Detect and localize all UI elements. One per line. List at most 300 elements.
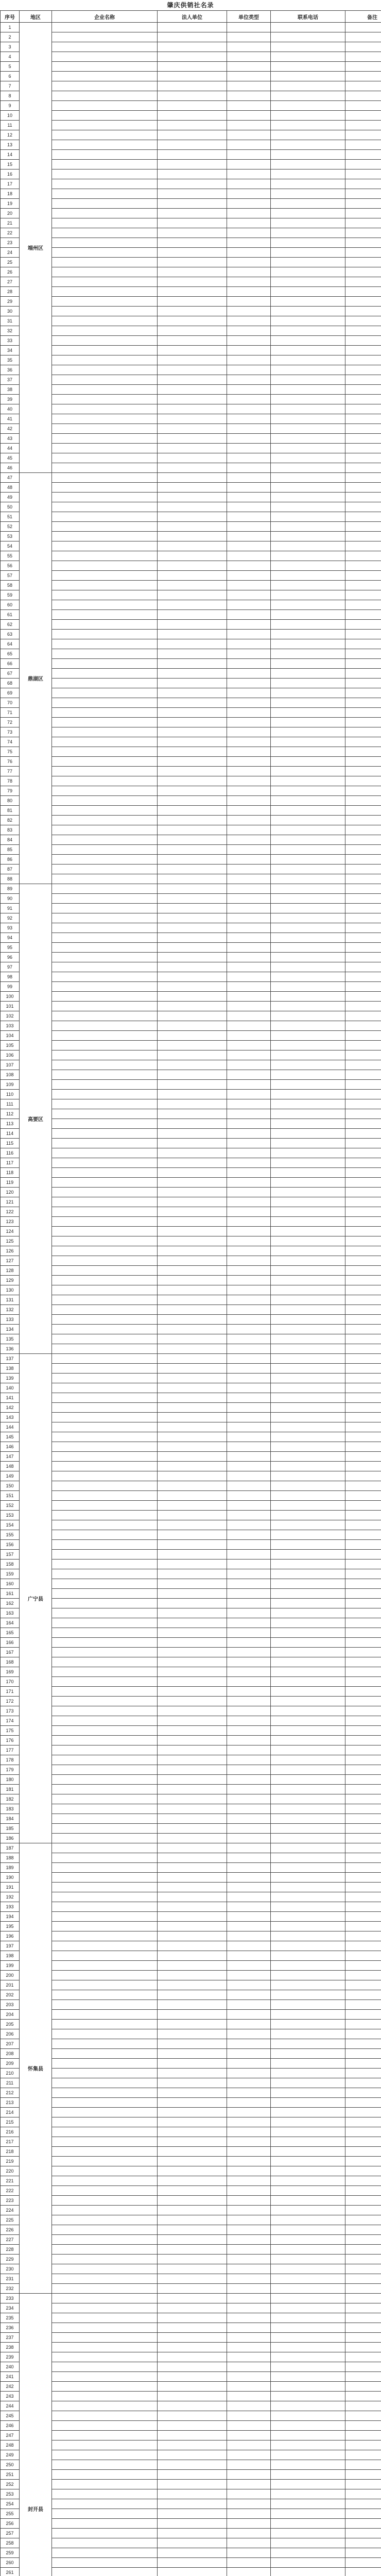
company-cell [52,679,158,688]
company-cell [52,610,158,620]
type-cell [227,1755,271,1765]
legal-unit-cell [158,1276,227,1285]
note-cell [345,2411,381,2421]
phone-cell [271,835,345,845]
legal-unit-cell [158,2382,227,2392]
row-index: 19 [1,199,20,209]
type-cell [227,2078,271,2088]
phone-cell [271,1608,345,1618]
row-index: 160 [1,1579,20,1589]
company-cell [52,1471,158,1481]
company-cell [52,2255,158,2264]
row-index: 95 [1,943,20,953]
legal-unit-cell [158,1354,227,1364]
phone-cell [271,884,345,894]
type-cell [227,2206,271,2215]
row-index: 1 [1,23,20,32]
type-cell [227,2127,271,2137]
row-index: 49 [1,493,20,502]
note-cell [345,776,381,786]
table-row [1,2558,381,2568]
legal-unit-cell [158,1197,227,1207]
legal-unit-cell [158,581,227,590]
legal-unit-cell [158,845,227,855]
note-cell [345,1041,381,1050]
company-cell [52,532,158,541]
table-row [1,1462,381,1471]
row-index: 68 [1,679,20,688]
note-cell [345,1697,381,1706]
company-cell [52,600,158,610]
table-row [1,1873,381,1883]
phone-cell [271,610,345,620]
company-cell [52,2568,158,2576]
phone-cell [271,1912,345,1922]
type-cell [227,1080,271,1090]
type-cell [227,1892,271,1902]
company-cell [52,541,158,551]
phone-cell [271,1364,345,1374]
company-cell [52,1432,158,1442]
type-cell [227,2538,271,2548]
phone-cell [271,2411,345,2421]
company-cell [52,2489,158,2499]
legal-unit-cell [158,1471,227,1481]
legal-unit-cell [158,835,227,845]
type-cell [227,786,271,796]
company-cell [52,336,158,346]
company-cell [52,189,158,199]
phone-cell [271,1599,345,1608]
legal-unit-cell [158,483,227,493]
note-cell [345,2372,381,2382]
row-index: 230 [1,2264,20,2274]
note-cell [345,1266,381,1276]
type-cell [227,160,271,170]
note-cell [345,835,381,845]
note-cell [345,414,381,424]
table-row [1,1383,381,1393]
company-cell [52,865,158,874]
row-index: 153 [1,1511,20,1520]
row-index: 193 [1,1902,20,1912]
table-row [1,2333,381,2343]
note-cell [345,1706,381,1716]
row-index: 57 [1,571,20,581]
type-cell [227,2010,271,2020]
company-cell [52,1462,158,1471]
row-index: 186 [1,1834,20,1843]
table-row [1,865,381,874]
type-cell [227,1099,271,1109]
legal-unit-cell [158,336,227,346]
row-index: 24 [1,248,20,258]
type-cell [227,1217,271,1227]
company-cell [52,835,158,845]
table-row [1,365,381,375]
note-cell [345,140,381,150]
phone-cell [271,2225,345,2235]
row-index: 249 [1,2450,20,2460]
company-cell [52,238,158,248]
legal-unit-cell [158,1305,227,1315]
phone-cell [271,1080,345,1090]
company-cell [52,1638,158,1648]
phone-cell [271,2147,345,2157]
legal-unit-cell [158,1726,227,1736]
table-row [1,1540,381,1550]
row-index: 80 [1,796,20,806]
type-cell [227,385,271,395]
row-index: 218 [1,2147,20,2157]
phone-cell [271,2108,345,2117]
phone-cell [271,708,345,718]
phone-cell [271,62,345,72]
phone-cell [271,1374,345,1383]
row-index: 212 [1,2088,20,2098]
row-index: 92 [1,913,20,923]
phone-cell [271,688,345,698]
table-row [1,121,381,130]
table-row [1,1677,381,1687]
note-cell [345,2460,381,2470]
type-cell [227,1031,271,1041]
row-index: 211 [1,2078,20,2088]
note-cell [345,1853,381,1863]
row-index: 164 [1,1618,20,1628]
row-index: 97 [1,962,20,972]
phone-cell [271,179,345,189]
company-cell [52,267,158,277]
legal-unit-cell [158,1511,227,1520]
note-cell [345,1168,381,1178]
type-cell [227,2069,271,2078]
legal-unit-cell [158,913,227,923]
table-row [1,1011,381,1021]
row-index: 255 [1,2509,20,2519]
phone-cell [271,2480,345,2489]
phone-cell [271,2343,345,2352]
row-index: 133 [1,1315,20,1325]
type-cell [227,91,271,101]
phone-cell [271,2529,345,2538]
row-index: 38 [1,385,20,395]
company-cell [52,747,158,757]
phone-cell [271,2313,345,2323]
type-cell [227,52,271,62]
row-index: 102 [1,1011,20,1021]
note-cell [345,1794,381,1804]
row-index: 196 [1,1931,20,1941]
row-index: 9 [1,101,20,111]
table-row [1,248,381,258]
type-cell [227,199,271,209]
company-cell [52,522,158,532]
legal-unit-cell [158,1060,227,1070]
col-header-phone: 联系电话 [271,11,345,23]
phone-cell [271,1129,345,1139]
row-index: 111 [1,1099,20,1109]
company-cell [52,2157,158,2166]
table-row [1,2108,381,2117]
row-index: 238 [1,2343,20,2352]
legal-unit-cell [158,1481,227,1491]
phone-cell [271,483,345,493]
table-row [1,2460,381,2470]
note-cell [345,1197,381,1207]
note-cell [345,444,381,453]
type-cell [227,962,271,972]
row-index: 18 [1,189,20,199]
type-cell [227,2000,271,2010]
type-cell [227,434,271,444]
legal-unit-cell [158,1931,227,1941]
note-cell [345,1755,381,1765]
type-cell [227,2401,271,2411]
type-cell [227,1511,271,1520]
phone-cell [271,2372,345,2382]
company-cell [52,2225,158,2235]
phone-cell [271,972,345,982]
company-cell [52,1354,158,1364]
company-cell [52,228,158,238]
table-row [1,316,381,326]
company-cell [52,287,158,297]
note-cell [345,1148,381,1158]
note-cell [345,894,381,904]
type-cell [227,179,271,189]
legal-unit-cell [158,463,227,473]
note-cell [345,2538,381,2548]
phone-cell [271,2206,345,2215]
row-index: 93 [1,923,20,933]
type-cell [227,1550,271,1560]
table-row [1,199,381,209]
company-cell [52,1119,158,1129]
legal-unit-cell [158,2255,227,2264]
note-cell [345,1325,381,1334]
row-index: 101 [1,1002,20,1011]
note-cell [345,277,381,287]
note-cell [345,1863,381,1873]
company-cell [52,1706,158,1716]
note-cell [345,326,381,336]
row-index: 104 [1,1031,20,1041]
legal-unit-cell [158,2392,227,2401]
company-cell [52,1501,158,1511]
note-cell [345,1031,381,1041]
table-row [1,2489,381,2499]
phone-cell [271,404,345,414]
company-cell [52,2372,158,2382]
company-cell [52,649,158,659]
phone-cell [271,816,345,825]
type-cell [227,2186,271,2196]
table-row [1,1706,381,1716]
company-cell [52,1697,158,1706]
row-index: 91 [1,904,20,913]
company-cell [52,1608,158,1618]
table-row [1,277,381,287]
table-row [1,2352,381,2362]
type-cell [227,747,271,757]
phone-cell [271,1804,345,1814]
type-cell [227,2166,271,2176]
note-cell [345,1246,381,1256]
legal-unit-cell [158,522,227,532]
company-cell [52,1276,158,1285]
row-index: 87 [1,865,20,874]
row-index: 50 [1,502,20,512]
note-cell [345,669,381,679]
table-row [1,355,381,365]
note-cell [345,23,381,32]
note-cell [345,1285,381,1295]
company-cell [52,2401,158,2411]
type-cell [227,1638,271,1648]
table-row [1,404,381,414]
phone-cell [271,679,345,688]
row-index: 197 [1,1941,20,1951]
row-index: 163 [1,1608,20,1618]
type-cell [227,2147,271,2157]
company-cell [52,1853,158,1863]
table-row [1,218,381,228]
type-cell [227,1471,271,1481]
row-index: 239 [1,2352,20,2362]
type-cell [227,1794,271,1804]
type-cell [227,62,271,72]
type-cell [227,1569,271,1579]
legal-unit-cell [158,923,227,933]
phone-cell [271,1432,345,1442]
company-cell [52,2117,158,2127]
type-cell [227,2372,271,2382]
table-row [1,1148,381,1158]
row-index: 148 [1,1462,20,1471]
phone-cell [271,1736,345,1745]
note-cell [345,2264,381,2274]
row-index: 137 [1,1354,20,1364]
legal-unit-cell [158,639,227,649]
phone-cell [271,2470,345,2480]
table-row [1,600,381,610]
row-index: 108 [1,1070,20,1080]
note-cell [345,2255,381,2264]
col-header-note: 备注 [345,11,381,23]
table-row [1,1755,381,1765]
note-cell [345,1980,381,1990]
legal-unit-cell [158,346,227,355]
table-row [1,1618,381,1628]
col-header-index: 序号 [1,11,20,23]
type-cell [227,228,271,238]
note-cell [345,1354,381,1364]
phone-cell [271,1716,345,1726]
company-cell [52,2392,158,2401]
note-cell [345,1648,381,1657]
type-cell [227,1530,271,1540]
company-cell [52,796,158,806]
phone-cell [271,669,345,679]
note-cell [345,1961,381,1971]
legal-unit-cell [158,238,227,248]
legal-unit-cell [158,620,227,630]
type-cell [227,1462,271,1471]
company-cell [52,1070,158,1080]
table-row [1,1393,381,1403]
legal-unit-cell [158,1971,227,1980]
company-cell [52,688,158,698]
row-index: 248 [1,2441,20,2450]
legal-unit-cell [158,365,227,375]
note-cell [345,1775,381,1785]
type-cell [227,1050,271,1060]
table-row [1,1961,381,1971]
note-cell [345,1785,381,1794]
table-row [1,2343,381,2352]
note-cell [345,1188,381,1197]
phone-cell [271,698,345,708]
note-cell [345,2499,381,2509]
phone-cell [271,1873,345,1883]
legal-unit-cell [158,659,227,669]
company-cell [52,1961,158,1971]
legal-unit-cell [158,1041,227,1050]
company-cell [52,2538,158,2548]
company-cell [52,1912,158,1922]
type-cell [227,316,271,326]
phone-cell [271,1002,345,1011]
legal-unit-cell [158,1638,227,1648]
legal-unit-cell [158,1677,227,1687]
phone-cell [271,2020,345,2029]
type-cell [227,2039,271,2049]
company-cell [52,1716,158,1726]
legal-unit-cell [158,2284,227,2294]
type-cell [227,1628,271,1638]
table-row [1,2538,381,2548]
company-cell [52,855,158,865]
legal-unit-cell [158,972,227,982]
row-index: 12 [1,130,20,140]
row-index: 159 [1,1569,20,1579]
company-cell [52,101,158,111]
company-cell [52,32,158,42]
company-cell [52,1765,158,1775]
legal-unit-cell [158,179,227,189]
phone-cell [271,2294,345,2303]
legal-unit-cell [158,140,227,150]
table-row [1,1129,381,1139]
legal-unit-cell [158,1139,227,1148]
phone-cell [271,1325,345,1334]
company-cell [52,1090,158,1099]
table-row [1,434,381,444]
legal-unit-cell [158,2049,227,2059]
row-index: 56 [1,561,20,571]
type-cell [227,1853,271,1863]
table-row [1,1687,381,1697]
company-cell [52,453,158,463]
company-cell [52,2519,158,2529]
company-cell [52,953,158,962]
company-cell [52,277,158,287]
phone-cell [271,2401,345,2411]
company-cell [52,72,158,81]
legal-unit-cell [158,1736,227,1745]
col-header-region: 地区 [20,11,52,23]
